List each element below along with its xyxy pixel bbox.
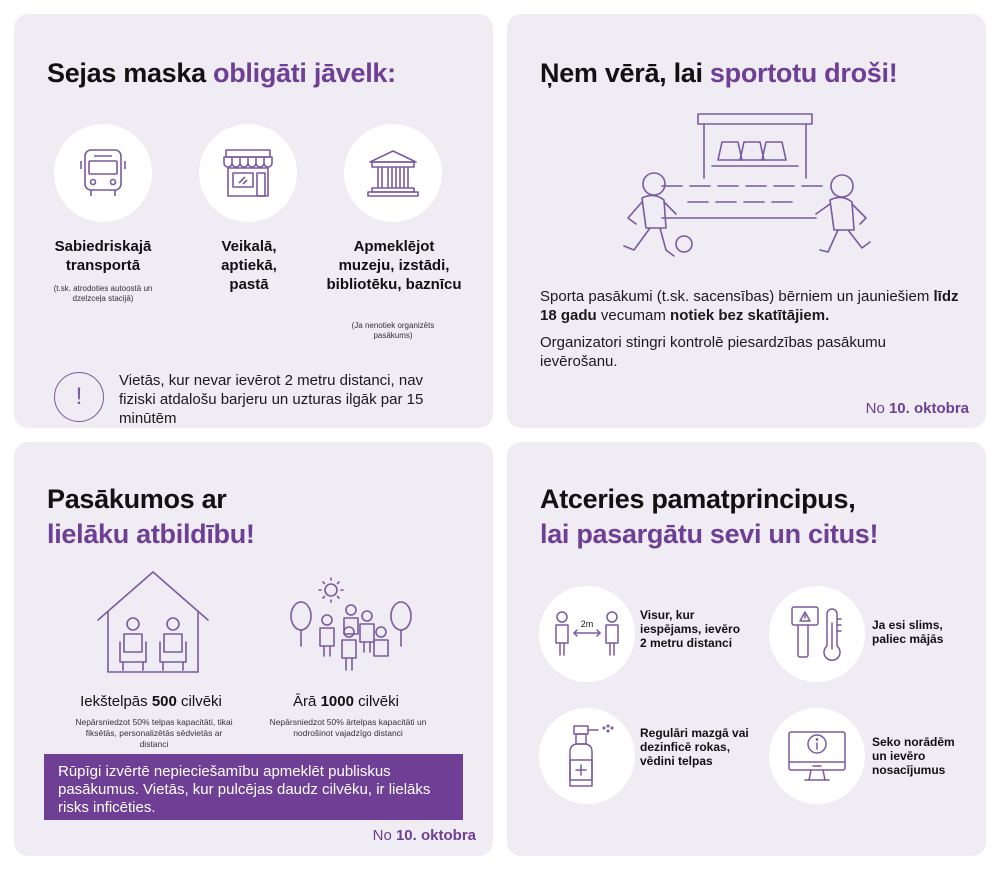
sport-paragraph-1: Sporta pasākumi (t.sk. sacensības) bērniem un jauniešiem līdz 18 gadu vecumam notiek bez skatītājiem. <box>540 288 959 324</box>
svg-text:2m: 2m <box>580 619 594 629</box>
distance-2m-icon <box>539 586 635 682</box>
mask-item-transport-label: Sabiedriskajā transportā <box>54 238 152 274</box>
mask-item-museum-note: (Ja nenotiek organizēts pasākums) <box>351 321 435 340</box>
sanitizer-icon <box>539 708 635 804</box>
events-notice: Rūpīgi izvērtē nepieciešamību apmeklēt publiskus pasākumus. Vietās, kur pulcējas daudz cilvēku, ir lielāks risks inficēties. <box>44 754 463 820</box>
sport-panel <box>507 14 986 428</box>
mask-item-museum-label: Apmeklējot muzeju, izstādi, bibliotēku, baznīcu <box>326 238 462 293</box>
bus-icon <box>54 124 152 222</box>
outdoor-capacity-note: Nepārsniedzot 50% ārtelpas kapacitāti un nodrošinot vajadzīgo distanci <box>269 717 427 738</box>
indoor-seating-icon <box>96 570 210 674</box>
events-title: Pasākumos ar lielāku atbildību! <box>47 484 255 549</box>
events-start-date: No 10. oktobra <box>372 827 476 844</box>
principles-panel <box>507 442 986 856</box>
info-monitor-icon <box>769 708 865 804</box>
tip-stay-home-text: Ja esi slims, paliec mājās <box>872 618 944 646</box>
principles-title: Atceries pamatprincipus, lai pasargātu sevi un citus! <box>540 484 879 549</box>
indoor-capacity-note: Nepārsniedzot 50% telpas kapacitāti, tikai fiksētās, personalizētās sēdvietās ar distanci <box>75 717 233 749</box>
museum-icon <box>344 124 442 222</box>
sport-title: Ņem vērā, lai sportotu droši! <box>540 58 898 88</box>
exclamation-icon: ! <box>54 372 104 422</box>
mask-title: Sejas maska obligāti jāvelk: <box>47 58 396 88</box>
sport-start-date: No 10. oktobra <box>865 400 969 417</box>
mask-panel <box>14 14 493 428</box>
thermometer-icon <box>769 586 865 682</box>
sport-paragraph-2: Organizatori stingri kontrolē piesardzības pasākumu ievērošanu. <box>540 334 887 370</box>
tip-follow-rules-text: Seko norādēm un ievēro nosacījumus <box>872 735 955 777</box>
outdoor-capacity: Ārā 1000 cilvēki <box>293 693 399 710</box>
mask-item-shop-label: Veikalā, aptiekā, pastā <box>221 238 277 293</box>
indoor-capacity: Iekštelpās 500 cilvēki <box>80 693 222 710</box>
mask-item-transport-note: (t.sk. atrodoties autoostā un dzelzceļa stacijā) <box>53 284 153 303</box>
tip-distance-text: Visur, kur iespējams, ievēro 2 metru distanci <box>640 608 741 650</box>
events-panel <box>14 442 493 856</box>
children-playing-football-icon <box>602 110 892 265</box>
shop-icon <box>199 124 297 222</box>
outdoor-crowd-icon <box>289 576 413 672</box>
mask-warning-text: Vietās, kur nevar ievērot 2 metru distanci, nav fiziski atdalošu barjeru un uzturas ilgāk par 15 minūtēm <box>119 372 424 427</box>
tip-hygiene-text: Regulāri mazgā vai dezinficē rokas, vēdini telpas <box>640 726 749 768</box>
